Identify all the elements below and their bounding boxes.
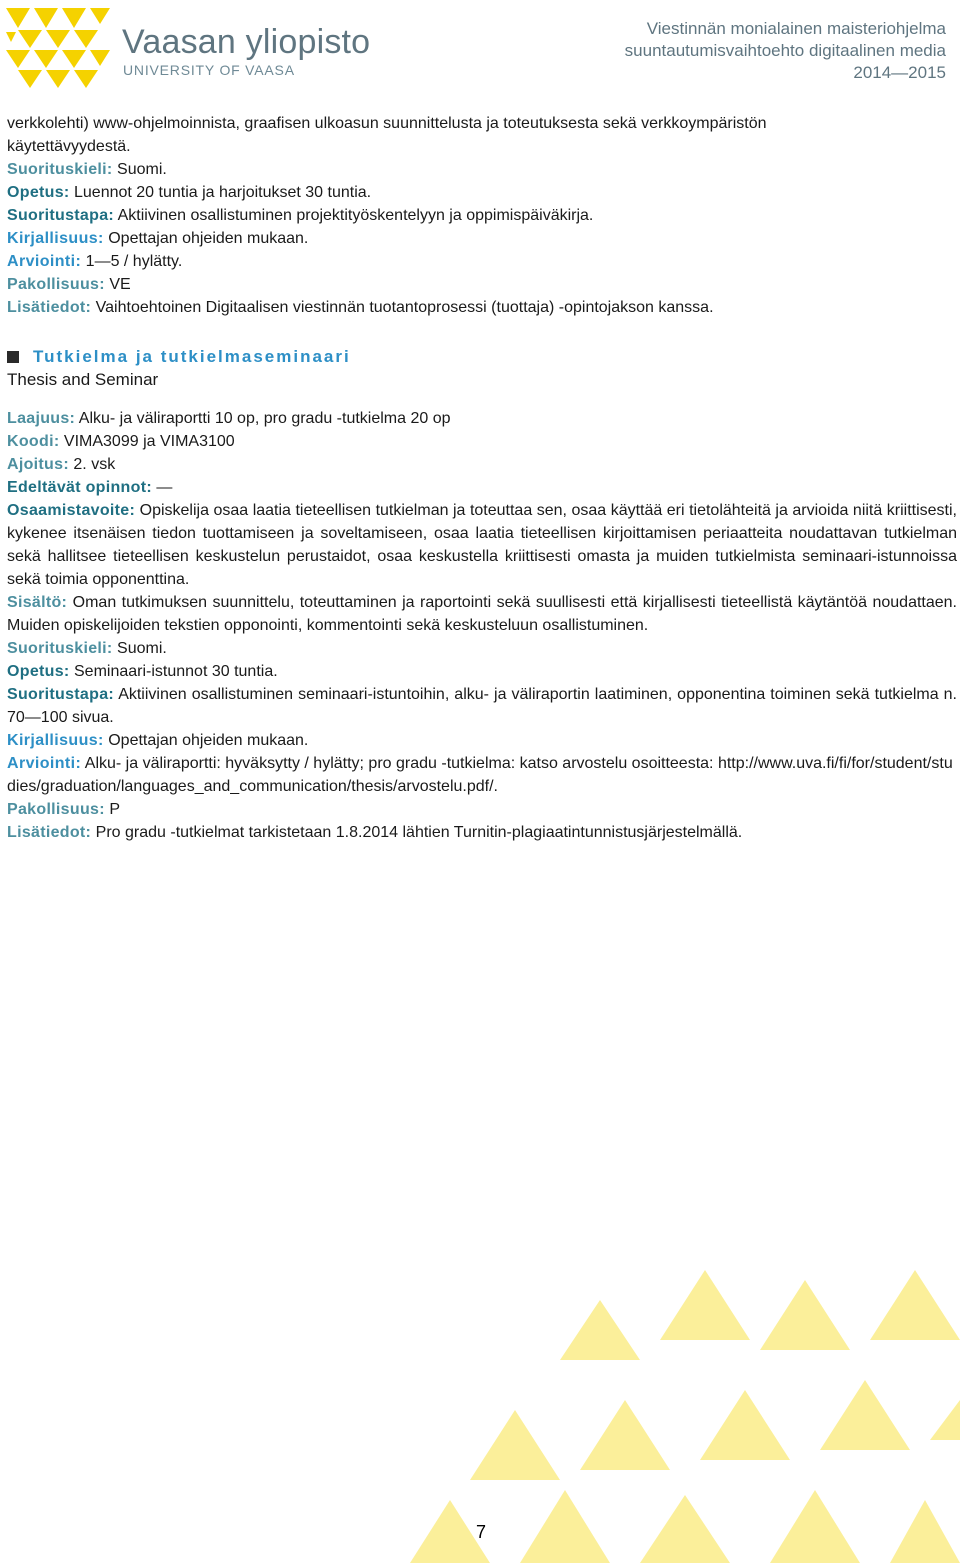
field-value: Suomi. (117, 640, 167, 657)
university-logo-icon (6, 8, 110, 88)
additional-info-row (7, 296, 957, 319)
field-value: Luennot 20 tuntia ja harjoitukset 30 tuntia. (74, 184, 372, 201)
field-value: P (109, 801, 120, 818)
field-value: Vaihtoehtoinen Digitaalisen viestinnän tuotantoprosessi (tuottaja) -opintojakson kanssa. (95, 299, 714, 316)
field-label: Opetus: (7, 184, 70, 201)
literature-row (7, 227, 957, 250)
field-label: Pakollisuus: (7, 801, 105, 818)
field-value: Oman tutkimuksen suunnittelu, toteuttaminen ja raportointi sekä suullisesti että kirjallisesti tieteellistä käytäntöä noudattaen. Muiden opiskelijoiden tekstien opponointi, kommentointi sekä keskusteluun osallistuminen. (7, 594, 957, 634)
language-row (7, 158, 957, 181)
field-label: Arviointi: (7, 253, 82, 270)
field-value: 1—5 / hylätty. (85, 253, 183, 270)
field-label: Suoritustapa: (7, 686, 115, 703)
field-value: Alku- ja väliraportti 10 op, pro gradu -tutkielma 20 op (78, 410, 451, 427)
field-label: Lisätiedot: (7, 299, 92, 316)
field-label: Arviointi: (7, 755, 82, 772)
completion-row (7, 683, 957, 729)
field-label: Laajuus: (7, 410, 76, 427)
field-value: — (156, 479, 173, 496)
field-label: Edeltävät opinnot: (7, 479, 152, 496)
field-label: Suoritustapa: (7, 207, 115, 224)
page-number: 7 (476, 1522, 487, 1542)
field-label: Ajoitus: (7, 456, 69, 473)
program-track: suuntautumisvaihtoehto digitaalinen media (624, 41, 946, 60)
intro-line: käytettävyydestä. (7, 138, 131, 155)
intro-line: verkkolehti) www-ohjelmoinnista, graafisen ulkoasun suunnittelusta ja toteutuksesta sekä verkkoympäristön (7, 115, 767, 132)
learning-outcomes-row (7, 499, 957, 591)
field-value: Opiskelija osaa laatia tieteellisen tutkielman ja toteuttaa sen, osaa käyttää eri tietolähteitä ja arvioida niitä kriittisesti, kykenee itsenäisen tiedon tuottamiseen ja soveltamiseen, osaa laatia tieteellisen kirjoittamisen periaatteita noudattavan tutkielman sekä hallitsee tieteellisen keskustelun perustaidot, osaa keskustella kriittisesti omasta ja muiden tutkielmista seminaari-istunnoissa sekä toimia opponenttina. (7, 502, 957, 588)
logo-name: Vaasan yliopisto (122, 23, 371, 61)
field-value: Opettajan ohjeiden mukaan. (108, 732, 309, 749)
code-row (7, 430, 957, 453)
prerequisites-row (7, 476, 957, 499)
mandatory-row (7, 273, 957, 296)
field-value: Pro gradu -tutkielmat tarkistetaan 1.8.2014 lähtien Turnitin-plagiaatintunnistusjärjestelmällä. (95, 824, 743, 841)
section-heading (7, 345, 957, 368)
previous-course-section (7, 112, 957, 319)
field-value: Aktiivinen osallistuminen projektityöskentelyyn ja oppimispäiväkirja. (117, 207, 594, 224)
bullet-square-icon (7, 351, 19, 363)
completion-row (7, 204, 957, 227)
section-title: Tutkielma ja tutkielmaseminaari (33, 347, 351, 366)
field-label: Lisätiedot: (7, 824, 92, 841)
teaching-row (7, 660, 957, 683)
field-value: Opettajan ohjeiden mukaan. (108, 230, 309, 247)
timing-row (7, 453, 957, 476)
literature-row (7, 729, 957, 752)
thesis-course-section (7, 407, 957, 844)
scope-row (7, 407, 957, 430)
content-row (7, 591, 957, 637)
field-value: VIMA3099 ja VIMA3100 (63, 433, 235, 450)
field-label: Opetus: (7, 663, 70, 680)
decorative-triangle-pattern (410, 1230, 960, 1563)
teaching-row (7, 181, 957, 204)
field-value: VE (109, 276, 131, 293)
field-value: Seminaari-istunnot 30 tuntia. (74, 663, 278, 680)
program-info (625, 18, 946, 84)
field-label: Kirjallisuus: (7, 732, 104, 749)
grading-row (7, 752, 957, 798)
field-label: Koodi: (7, 433, 60, 450)
grading-row (7, 250, 957, 273)
field-value: Alku- ja väliraportti: hyväksytty / hylätty; pro gradu -tutkielma: katso arvostelu osoitteesta: http://www.uva.fi/fi/for/student/studies/graduation/languages_and_communication/thesis/arvostelu.pdf/. (7, 755, 953, 795)
field-label: Osaamistavoite: (7, 502, 136, 519)
logo-english-name: UNIVERSITY OF VAASA (123, 62, 295, 78)
field-value: 2. vsk (73, 456, 116, 473)
field-value: Aktiivinen osallistuminen seminaari-istuntoihin, alku- ja väliraportin laatiminen, opponentina toiminen sekä tutkielma n. 70—100 sivua. (7, 686, 958, 726)
section-subtitle: Thesis and Seminar (7, 370, 159, 389)
additional-info-row (7, 821, 957, 844)
academic-year: 2014—2015 (853, 63, 946, 82)
field-label: Pakollisuus: (7, 276, 105, 293)
field-label: Suorituskieli: (7, 161, 113, 178)
document-body (7, 112, 957, 844)
language-row (7, 637, 957, 660)
program-title: Viestinnän monialainen maisteriohjelma (646, 19, 946, 38)
page-header (0, 0, 960, 100)
field-label: Sisältö: (7, 594, 68, 611)
mandatory-row (7, 798, 957, 821)
field-label: Suorituskieli: (7, 640, 113, 657)
field-label: Kirjallisuus: (7, 230, 104, 247)
field-value: Suomi. (117, 161, 167, 178)
